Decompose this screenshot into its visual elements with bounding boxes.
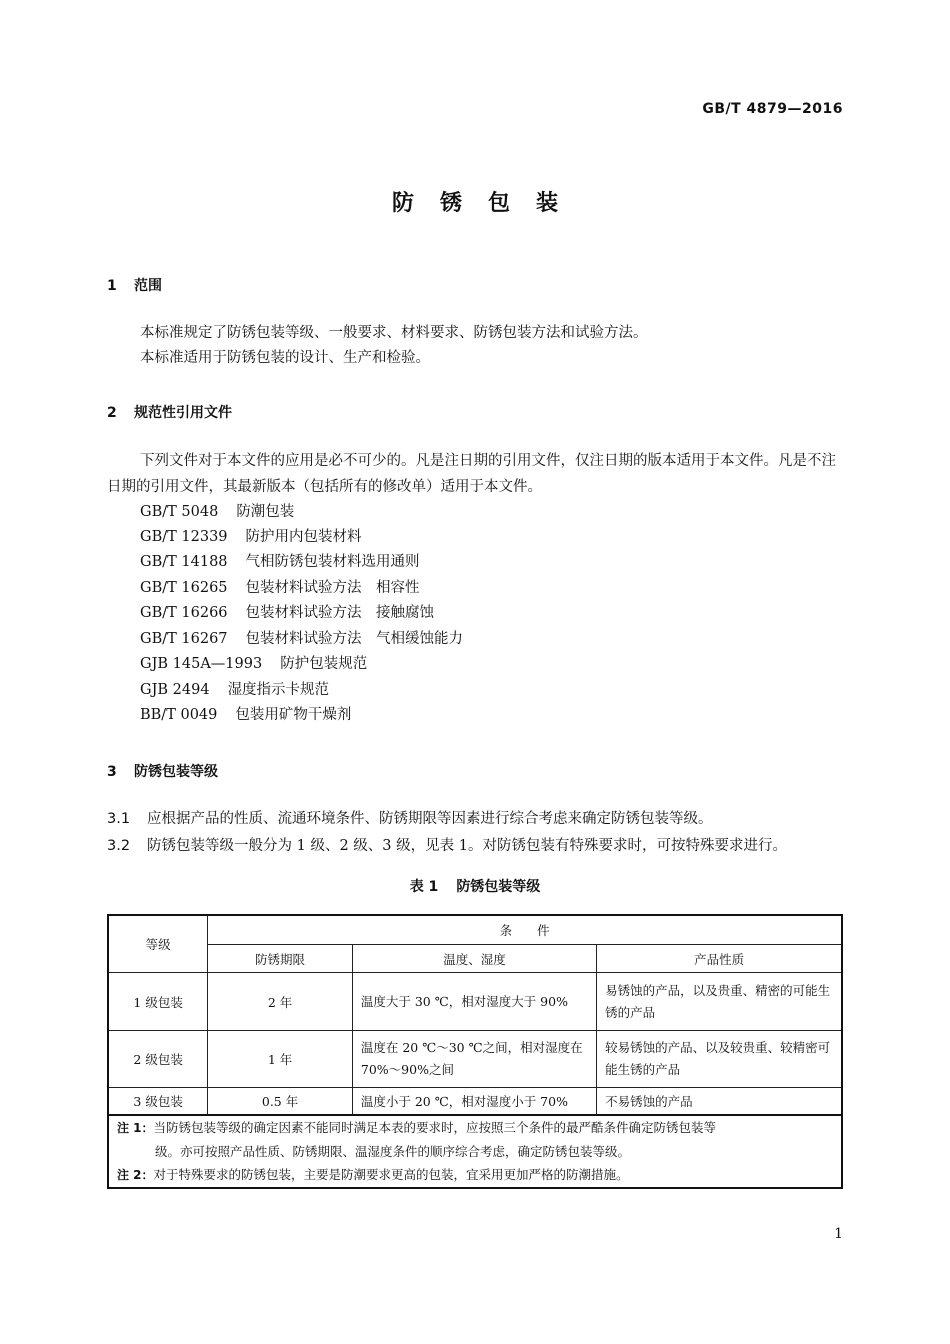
cell-temp-humidity: 温度在 20 ℃～30 ℃之间，相对湿度在 70%～90%之间 [352,1031,596,1088]
table-notes [108,1115,842,1188]
reference-item [140,678,329,704]
reference-item [140,500,294,526]
grade-table [107,914,843,1189]
cell-temp-humidity: 温度小于 20 ℃，相对湿度小于 70% [352,1088,596,1116]
reference-code: GB/T 16267 [140,631,228,647]
document-title: 防锈包装 [391,191,584,216]
note-1 [117,1116,833,1140]
cell-grade: 3 级包装 [108,1088,208,1116]
note-2 [117,1163,833,1187]
reference-item [140,652,367,678]
table-notes-row [108,1115,842,1188]
reference-title: 湿度指示卡规范 [227,682,330,698]
reference-code: GB/T 5048 [140,504,219,520]
reference-title: 包装材料试验方法 相容性 [245,580,420,596]
table-header-row [108,915,842,945]
reference-code: GJB 2494 [140,682,210,698]
header-conditions: 条 件 [208,915,842,945]
clause-text: 应根据产品的性质、流通环境条件、防锈期限等因素进行综合考虑来确定防锈包装等级。 [147,811,713,827]
section-title: 防锈包装等级 [134,764,218,780]
page-number: 1 [834,1226,843,1242]
note-text: 当防锈包装等级的确定因素不能同时满足本表的要求时，应按照三个条件的最严酷条件确定防锈包装等 [153,1120,717,1135]
reference-title: 包装材料试验方法 气相缓蚀能力 [245,631,464,647]
table-row [108,1088,842,1116]
clause [107,834,787,855]
cell-grade: 2 级包装 [108,1031,208,1088]
reference-item [140,525,362,551]
section-title: 规范性引用文件 [134,405,232,421]
reference-code: GJB 145A—1993 [140,656,263,672]
header-grade: 等级 [108,915,208,973]
reference-item [140,627,463,653]
reference-title: 防护用内包装材料 [245,529,362,545]
section-2-heading [107,402,232,422]
section-number: 3 [107,764,117,780]
cell-period: 2 年 [208,973,353,1031]
reference-item [140,550,420,576]
table-row [108,973,842,1031]
reference-title: 防潮包装 [236,504,295,520]
section-number: 1 [107,278,117,294]
cell-product: 较易锈蚀的产品、以及较贵重、较精密可能生锈的产品 [597,1031,842,1088]
reference-title: 气相防锈包装材料选用通则 [245,554,420,570]
table-row [108,1031,842,1088]
reference-code: GB/T 16265 [140,580,228,596]
cell-temp-humidity: 温度大于 30 ℃，相对湿度大于 90% [352,973,596,1031]
table-subheader-row [108,945,842,973]
section-number: 2 [107,405,117,421]
clause-text: 防锈包装等级一般分为 1 级、2 级、3 级，见表 1。对防锈包装有特殊要求时，可按特殊要求进行。 [147,838,787,854]
section-1-heading [107,275,162,295]
clause-number: 3.2 [107,838,131,854]
reference-title: 包装用矿物干燥剂 [235,707,352,723]
table-caption-title: 防锈包装等级 [456,879,541,895]
reference-title: 包装材料试验方法 接触腐蚀 [245,605,435,621]
header-product: 产品性质 [597,945,842,973]
cell-product: 易锈蚀的产品，以及贵重、精密的可能生锈的产品 [597,973,842,1031]
clause [107,807,713,828]
reference-item [140,601,434,627]
paragraph: 本标准规定了防锈包装等级、一般要求、材料要求、防锈包装方法和试验方法。 [140,325,648,341]
reference-code: BB/T 0049 [140,707,218,723]
note-label: 注 1： [117,1121,154,1135]
paragraph: 下列文件对于本文件的应用是必不可少的。凡是注日期的引用文件，仅注日期的版本适用于本文件。凡是不注日期的引用文件，其最新版本（包括所有的修改单）适用于本文件。 [107,453,836,495]
table-caption [0,876,950,896]
reference-item [140,703,351,729]
reference-title: 防护包装规范 [280,656,368,672]
reference-code: GB/T 12339 [140,529,228,545]
clause-number: 3.1 [107,811,131,827]
reference-code: GB/T 16266 [140,605,228,621]
cell-grade: 1 级包装 [108,973,208,1031]
cell-product: 不易锈蚀的产品 [597,1088,842,1116]
header-temp-humidity: 温度、湿度 [352,945,596,973]
note-label: 注 2： [117,1168,154,1182]
cell-period: 1 年 [208,1031,353,1088]
reference-code: GB/T 14188 [140,554,228,570]
section-3-heading [107,761,218,781]
note-text: 对于特殊要求的防锈包装，主要是防潮要求更高的包装，宜采用更加严格的防潮措施。 [153,1167,629,1182]
reference-item [140,576,420,602]
table-caption-label: 表 1 [409,879,439,895]
paragraph: 本标准适用于防锈包装的设计、生产和检验。 [140,350,430,366]
note-1-continuation: 级。亦可按照产品性质、防锈期限、温湿度条件的顺序综合考虑，确定防锈包装等级。 [155,1144,631,1159]
cell-period: 0.5 年 [208,1088,353,1116]
standard-code: GB/T 4879—2016 [702,101,843,117]
header-period: 防锈期限 [208,945,353,973]
section-title: 范围 [134,278,162,294]
